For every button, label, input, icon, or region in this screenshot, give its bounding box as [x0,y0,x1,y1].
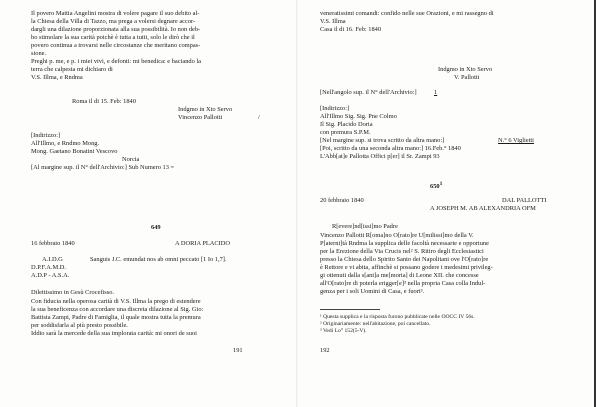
text-line: Battista Zampi, Padre di Famiglia, il quale mostra tutta la premura [31,314,201,321]
right-page [298,0,596,407]
right-address-line: [Indirizzo:] [320,105,350,112]
footnote-line: ² Originariamente: nell'abitazione, poi cancellato. [320,321,431,327]
text-line: V.S. Illma [320,18,346,25]
right-margin-value: N.° 6 Viglietti [498,137,534,144]
letter-recipient: A DORIA PLACIDO [175,240,231,247]
text-line: Con fiducia nella operosa carità di V.S. Illma la prego di estendere [31,298,201,305]
left-signature-line-1: Indgmo in Xto Servo [178,106,233,113]
text-line: Il povero Mattia Angelini mostra di volere pagare il suo debito al- [31,10,200,17]
right-address-line: All'Illmo Sig. Sig. Pne Colmo [320,113,397,120]
left-signature-line-2: Vincenzo Pallotti [178,114,223,121]
header-code: A.I.D.G [42,256,63,263]
right-margin-note: [Poi, scritto da una seconda altra mano:] 16.Feb.° 1840 [320,145,461,152]
right-archive-note: [Nell'angolo sup. il N° dell'Archivio:] [320,89,417,96]
left-address-line: [Indirizzo:] [31,132,61,139]
footnote-line: ¹ Questa supplica e la risposta furono pubblicate nelle OOCC IV 56s. [320,314,475,320]
page-number: 192 [320,347,330,354]
left-address-line: Norcia [122,156,140,163]
letter-recipient: A JOSEPH M. AB ALEXANDRIA OFM [430,205,536,212]
text-line: bo stimolare la sua carità poichè è tutta a tutti, solo le dirò che il [31,34,195,41]
left-archive-note: [Al margine sup. il N° dell'Archivio:] Sub Numero 13 = [31,164,175,171]
page-number: 191 [233,347,243,354]
header-code: D.P.F.A.M.D. [31,264,67,271]
footnote-rule [320,309,380,310]
text-line: Iddio sarà la mercede della sua implorata carità: mi onori de suoi [31,330,197,337]
text-line: all'O[rato]re di poterla erigger[e]³ nella propria Casa colla Indul- [320,280,486,287]
header-code: A.D.P - A.S.A. [31,272,70,279]
text-line: Vincenzo Pallotti R[oma]no O[rato]re U[milissi]mo della V. [320,232,474,239]
text-line: la Chiesa della Villa di Tazzo, ma prega a volersi degnare accor- [31,18,196,25]
text-line: V.S. Illma, e Rndma [31,74,83,81]
letter-date: 20 febbraio 1840 [320,197,364,204]
text-line: veneratissimi comandi: confido nelle sue Orazioni, e mi rassegno di [320,10,494,17]
right-address-line: Il Sig. Placido Doria [320,121,373,128]
text-line: Casa il di 16. Feb: 1840 [320,26,382,33]
text-line: Preghi p. me, e p. i miei vivi, e defonti: mi benedica: e baciando la [31,58,202,65]
text-line: povero continua a trovarsi nelle circostanze che meritano compas- [31,42,201,49]
text-line: P[aterni]tà Rndma la supplica delle facoltà necessarie e opportune [320,240,489,247]
salutation: R[evere]nd[issi]mo Padre [332,223,398,230]
letter-sender: DAL PALLOTTI [502,197,547,204]
right-signature-line-1: Indgmo in Xto Servo [438,66,493,73]
header-note: Sanguis J.C. emundat nos ab omni peccato [1 Io 1,7]. [90,256,227,263]
text-line: genza per i soli Uomini di Casa, e fuori³. [320,288,425,295]
right-archive-number: 1 [434,89,438,96]
letter-number-649: 649 [151,224,161,231]
letter-number-650: $650^1$ [430,181,443,191]
text-line: dargli una dilazione proporzionata alla sua possibilità. Io non deb- [31,26,201,33]
text-line: per soddisfarla al più presto possibile. [31,322,128,329]
greeting: Dilettissimo in Gesù Crocefisso. [31,289,115,296]
text-line: gi ottenuti dalla s[ant]a me[moria] di Leone XII. che concesse [320,272,479,279]
footnote-line: ³ Vedi Lo° 152(5-V). [320,328,367,334]
right-margin-note: L'Abb[at]e Pallotta Offici p[er] il Sr. Zampi 93 [320,153,440,160]
right-signature-line-2: V. Pallotti [454,74,480,81]
left-margin-mark: / [258,114,260,121]
text-line: la sua beneficenza con accordare una discreta dilazione al Sig. Gio: [31,306,204,313]
text-line: sione. [31,50,47,57]
text-line: è Rettore e vi abita, affinchè si possano godere i medesimi privileg- [320,264,493,271]
letter-date: 16 febbraio 1840 [31,240,75,247]
right-address-line: con premura S.P.M. [320,129,371,136]
text-line: per la Erezione della Via Crucis nel² S. Ritiro degli Ecclesiastici [320,248,484,255]
text-line: terra che calpesta mi dichiaro di [31,66,113,73]
text-line: presso la Chiesa dello Spirito Santo dei Napolitani ove l'O[rato]re [320,256,489,263]
left-date-line: Roma il di 15. Feb: 1840 [72,98,136,105]
left-address-line: All'Illmo, e Rndmo Mong. [31,140,100,147]
left-address-line: Mong. Gaetano Bonatini Vescovo [31,148,118,155]
right-margin-note: [Nel margine sup. si trova scritto da altra mano:] [320,137,445,144]
